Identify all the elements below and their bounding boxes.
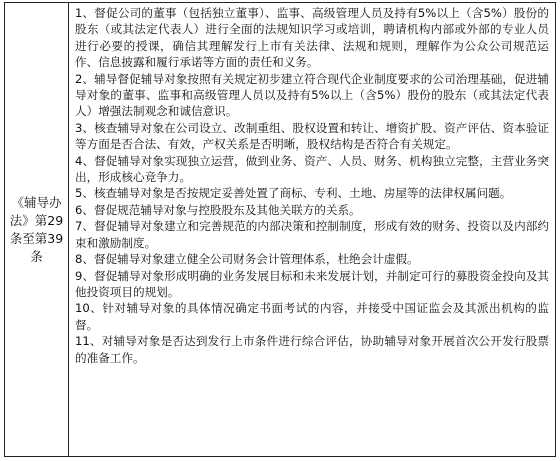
guidance-item: 10、针对辅导对象的具体情况确定书面考试的内容，并接受中国证监会及其派出机构的监督。 (75, 301, 549, 332)
guidance-item: 1、督促公司的董事（包括独立董事）、监事、高级管理人员及持有5%以上（含5%）股份的股东（或其法定代表人）进行全面的法规知识学习或培训，聘请机构内部或外部的专业人员进行必要的授课，确信其理解发行上市有关法律、法规和规则，理解作为公众公司规范运作、信息披露和履行承诺等方面的责任和义务。 (75, 6, 549, 70)
guidance-item: 6、督促规范辅导对象与控股股东及其他关联方的关系。 (75, 202, 361, 217)
guidance-table (4, 2, 556, 457)
guidance-item: 8、督促辅导对象建立健全公司财务会计管理体系，杜绝会计虚假。 (75, 252, 419, 267)
guidance-item: 7、督促辅导对象建立和完善规范的内部决策和控制制度，形成有效的财务、投资以及内部约束和激励制度。 (75, 219, 549, 250)
regulation-reference-label: 《辅导办法》第29条至第39条 (9, 194, 64, 264)
guidance-item: 9、督促辅导对象形成明确的业务发展目标和未来发展计划，并制定可行的募股资金投向及其他投资项目的规划。 (75, 268, 549, 299)
guidance-item: 11、对辅导对象是否达到发行上市条件进行综合评估，协助辅导对象开展首次公开发行股票的准备工作。 (75, 334, 549, 365)
guidance-item: 4、督促辅导对象实现独立运营，做到业务、资产、人员、财务、机构独立完整，主营业务突出，形成核心竞争力。 (75, 153, 549, 185)
guidance-item: 3、核查辅导对象在公司设立、改制重组、股权设置和转让、增资扩股、资产评估、资本验证等方面是否合法、有效，产权关系是否明晰，股权结构是否符合有关规定。 (75, 120, 549, 152)
guidance-items-cell (69, 3, 555, 456)
regulation-reference-cell (5, 3, 69, 456)
guidance-item: 5、核查辅导对象是否按规定妥善处置了商标、专利、土地、房屋等的法律权属问题。 (75, 186, 512, 201)
guidance-item: 2、辅导督促辅导对象按照有关规定初步建立符合现代企业制度要求的公司治理基础，促进辅导对象的董事、监事和高级管理人员以及持有5%以上（含5%）股份的股东（或其法定代表人）增强法制观念和诚信意识。 (75, 71, 549, 119)
